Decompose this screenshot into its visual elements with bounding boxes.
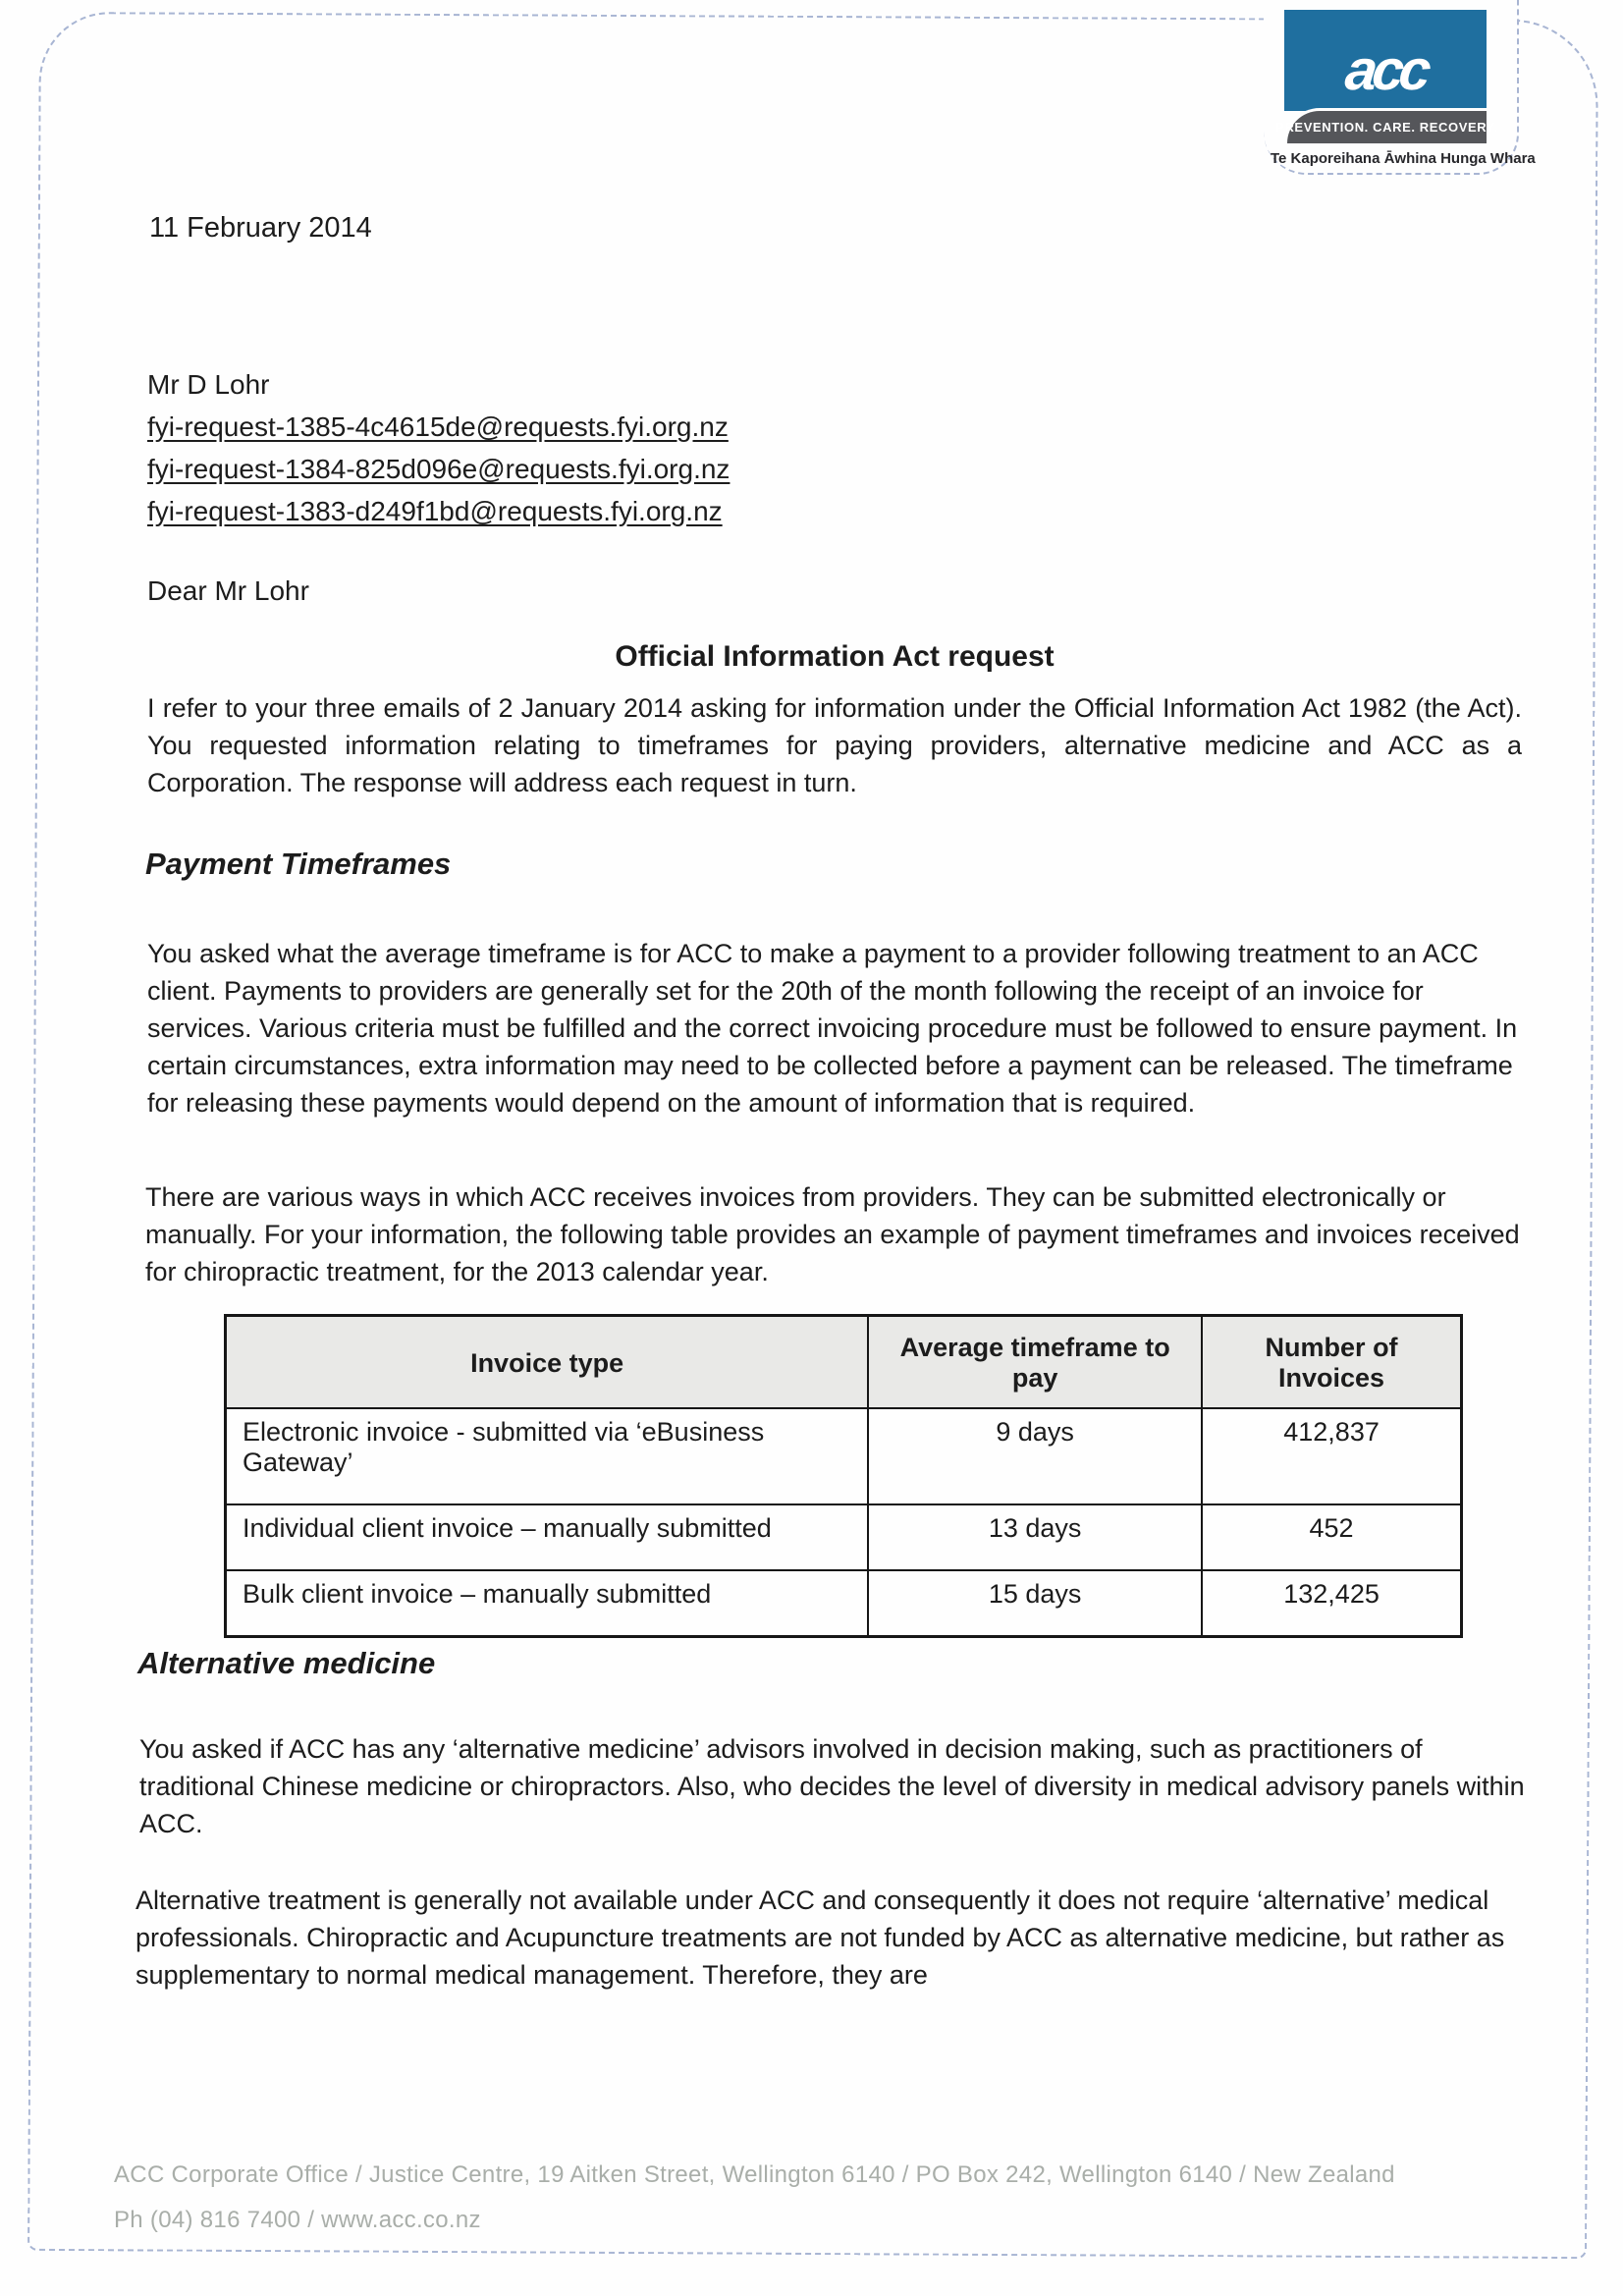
footer-phone-line: Ph (04) 816 7400 / www.acc.co.nz (114, 2207, 481, 2233)
timeframe-cell: 9 days (868, 1408, 1202, 1504)
invoice-table-header-row (226, 1316, 1462, 1409)
acc-logo (1271, 10, 1536, 167)
invoice-type-cell: Electronic invoice - submitted via ‘eBusiness Gateway’ (226, 1408, 869, 1504)
table-row (226, 1570, 1462, 1637)
acc-tagline: PREVENTION. CARE. RECOVERY. (1275, 120, 1498, 135)
table-row (226, 1408, 1462, 1504)
alternative-medicine-heading: Alternative medicine (137, 1646, 436, 1680)
payment-timeframes-paragraph-1: You asked what the average timeframe is for ACC to make a payment to a provider following treatment to an ACC client. Payments to providers are generally set for the 20th of the month following the receipt of an invoice for services. Various criteria must be fulfilled and the correct invoicing procedure must be followed to ensure payment. In certain circumstances, extra information may need to be collected before a payment can be released. The timeframe for releasing these payments would depend on the amount of information that is required. (147, 939, 1518, 1118)
invoice-type-cell: Bulk client invoice – manually submitted (226, 1570, 869, 1637)
column-header-average-timeframe: Average timeframe to pay (868, 1316, 1202, 1409)
acc-logo-wordmark-icon: acc (1342, 38, 1430, 102)
intro-paragraph: I refer to your three emails of 2 January 2014 asking for information under the Official Information Act 1982 (the Act). You requested information relating to timeframes for paying providers, alternative medicine and ACC as a Corporation. The response will address each request in turn. (147, 693, 1522, 797)
recipient-name: Mr D Lohr (147, 369, 270, 400)
letter-date: 11 February 2014 (149, 212, 372, 244)
timeframe-cell: 15 days (868, 1570, 1202, 1637)
alternative-medicine-paragraph-1: You asked if ACC has any ‘alternative medicine’ advisors involved in decision making, such as practitioners of traditional Chinese medicine or chiropractors. Also, who decides the level of diversity in medical advisory panels within ACC. (139, 1734, 1525, 1838)
invoice-count-cell: 452 (1202, 1504, 1461, 1570)
invoice-count-cell: 132,425 (1202, 1570, 1461, 1637)
alternative-medicine-paragraph-2: Alternative treatment is generally not available under ACC and consequently it does not require ‘alternative’ medical professionals. Chiropractic and Acupuncture treatments are not funded by ACC as alternative medicine, but rather as supplementary to normal medical management. Therefore, they are (135, 1886, 1505, 1990)
payment-timeframes-heading: Payment Timeframes (145, 847, 452, 881)
subject-heading: Official Information Act request (615, 640, 1055, 673)
timeframe-cell: 13 days (868, 1504, 1202, 1570)
invoice-type-cell: Individual client invoice – manually submitted (226, 1504, 869, 1570)
acc-tagline-band (1275, 108, 1498, 143)
recipient-address-block (147, 363, 730, 532)
acc-logo-blue-box (1284, 10, 1487, 111)
invoice-table (224, 1314, 1463, 1638)
column-header-invoice-type: Invoice type (226, 1316, 869, 1409)
acc-maori-name: Te Kaporeihana Āwhina Hunga Whara (1271, 150, 1536, 167)
recipient-email-1: fyi-request-1385-4c4615de@requests.fyi.org.nz (147, 411, 729, 442)
invoice-count-cell: 412,837 (1202, 1408, 1461, 1504)
salutation: Dear Mr Lohr (147, 575, 309, 606)
table-row (226, 1504, 1462, 1570)
footer-address-line: ACC Corporate Office / Justice Centre, 19 Aitken Street, Wellington 6140 / PO Box 242, Wellington 6140 / New Zealand (114, 2161, 1395, 2188)
payment-timeframes-paragraph-2: There are various ways in which ACC receives invoices from providers. They can be submitted electronically or manually. For your information, the following table provides an example of payment timeframes and invoices received for chiropractic treatment, for the 2013 calendar year. (145, 1182, 1520, 1286)
acc-letterhead (1264, 0, 1536, 175)
letter-footer (114, 2153, 1395, 2243)
column-header-number-of-invoices: Number of Invoices (1202, 1316, 1461, 1409)
recipient-email-3: fyi-request-1383-d249f1bd@requests.fyi.org.nz (147, 496, 723, 526)
recipient-email-2: fyi-request-1384-825d096e@requests.fyi.org.nz (147, 454, 730, 484)
